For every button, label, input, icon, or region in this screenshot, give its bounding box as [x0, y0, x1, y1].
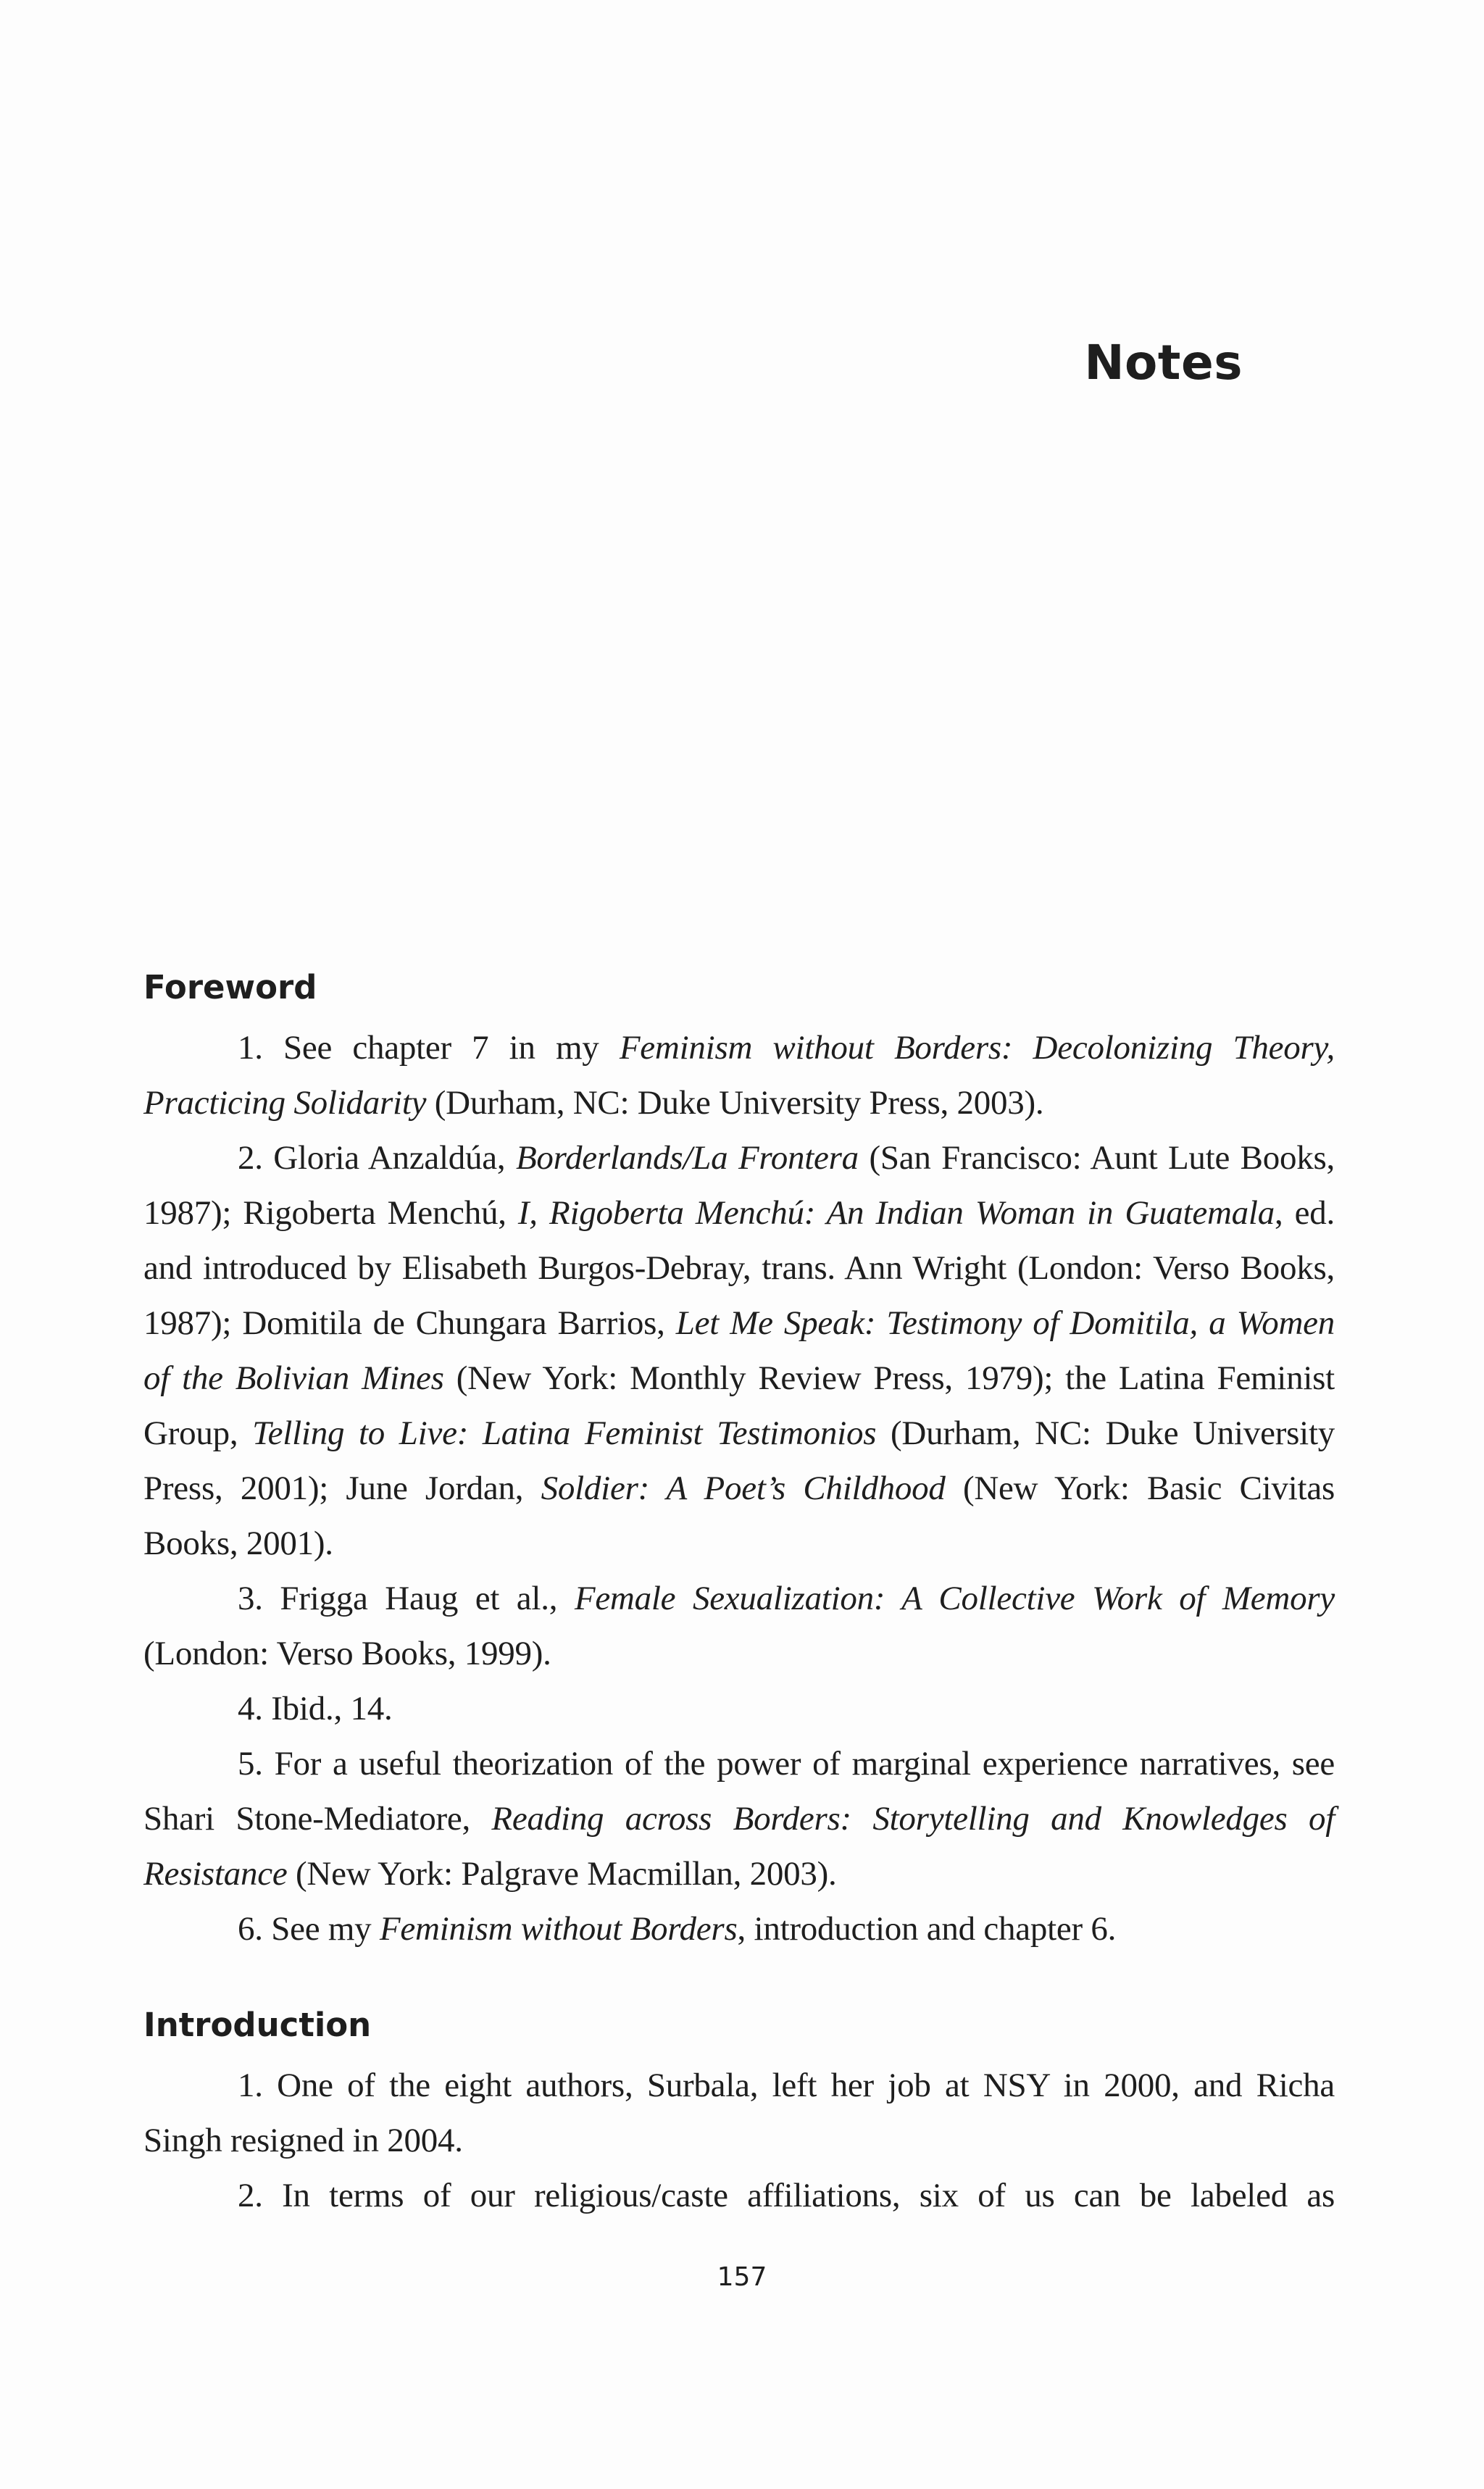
- note-number: 1.: [238, 1029, 263, 1067]
- note-text: (Durham, NC: Duke University Press, 2003).: [426, 1084, 1044, 1122]
- section-foreword: [143, 968, 1335, 1956]
- note-text: Ibid., 14.: [271, 1690, 393, 1727]
- note-text-italic: Reading across Borders: Storytelling and Knowledges of Resistance: [143, 1800, 1335, 1893]
- note-text-italic: I, Rigoberta Menchú: An Indian Woman in Guatemala: [517, 1194, 1275, 1232]
- page-number: 157: [717, 2262, 767, 2292]
- note-text: (New York: Monthly Review Press, 1979); the Latina Feminist Group,: [143, 1359, 1335, 1452]
- note-number: 3.: [238, 1580, 263, 1617]
- note-text: See my: [271, 1910, 380, 1948]
- note-number: 4.: [238, 1690, 263, 1727]
- page-title: Notes: [1084, 335, 1243, 391]
- note: [143, 1020, 1335, 1130]
- note-text: , ed. and introduced by Elisabeth Burgos-Debray, trans. Ann Wright (London: Verso Books, 1987); Domitila de Chungara Barrios,: [143, 1194, 1335, 1342]
- notes-content: [143, 968, 1335, 2275]
- note-text: See chapter 7 in my: [283, 1029, 620, 1067]
- section-heading: Foreword: [143, 968, 317, 1006]
- note-text: , introduction and chapter 6.: [737, 1910, 1117, 1948]
- note-number: 6.: [238, 1910, 263, 1948]
- note: [143, 2058, 1335, 2168]
- note-text: Gloria Anzaldúa,: [273, 1139, 516, 1177]
- note-number: 2.: [238, 2177, 263, 2214]
- section-introduction: [143, 2006, 1335, 2223]
- note-text: (New York: Basic Civitas Books, 2001).: [143, 1469, 1335, 1562]
- note-text: One of the eight authors, Surbala, left her job at NSY in 2000, and Richa Singh resigned in 2004.: [143, 2067, 1335, 2159]
- section-heading: Introduction: [143, 2006, 372, 2044]
- note-number: 5.: [238, 1745, 263, 1783]
- note-number: 1.: [238, 2067, 263, 2104]
- note-text: For a useful theorization of the power of marginal experience narratives, see Shari Stone-Mediatore,: [143, 1745, 1335, 1838]
- note-text-italic: Borderlands/La Frontera: [515, 1139, 859, 1177]
- note: [143, 1571, 1335, 1681]
- note-number: 2.: [238, 1139, 263, 1177]
- note-text-italic: Female Sexualization: A Collective Work of Memory: [574, 1580, 1335, 1617]
- note-text-italic: Feminism without Borders: [379, 1910, 738, 1948]
- note-text-italic: Feminism without Borders: Decolonizing Theory, Practicing Solidarity: [143, 1029, 1335, 1122]
- note-text-italic: Telling to Live: Latina Feminist Testimonios: [252, 1414, 877, 1452]
- note: [143, 2168, 1335, 2223]
- note: [143, 1736, 1335, 1901]
- note-text: (Durham, NC: Duke University Press, 2001); June Jordan,: [143, 1414, 1335, 1507]
- note-text: (San Francisco: Aunt Lute Books, 1987); Rigoberta Menchú,: [143, 1139, 1335, 1232]
- note: [143, 1681, 1335, 1736]
- note-text: In terms of our religious/caste affiliations, six of us can be labeled as: [282, 2177, 1335, 2214]
- note-text-italic: Soldier: A Poet’s Childhood: [541, 1469, 946, 1507]
- note: [143, 1901, 1335, 1956]
- note-text-italic: Let Me Speak: Testimony of Domitila, a Women of the Bolivian Mines: [143, 1304, 1335, 1397]
- note-text: (New York: Palgrave Macmillan, 2003).: [287, 1855, 837, 1893]
- note: [143, 1130, 1335, 1571]
- note-text: (London: Verso Books, 1999).: [143, 1635, 551, 1672]
- note-text: Frigga Haug et al.,: [280, 1580, 575, 1617]
